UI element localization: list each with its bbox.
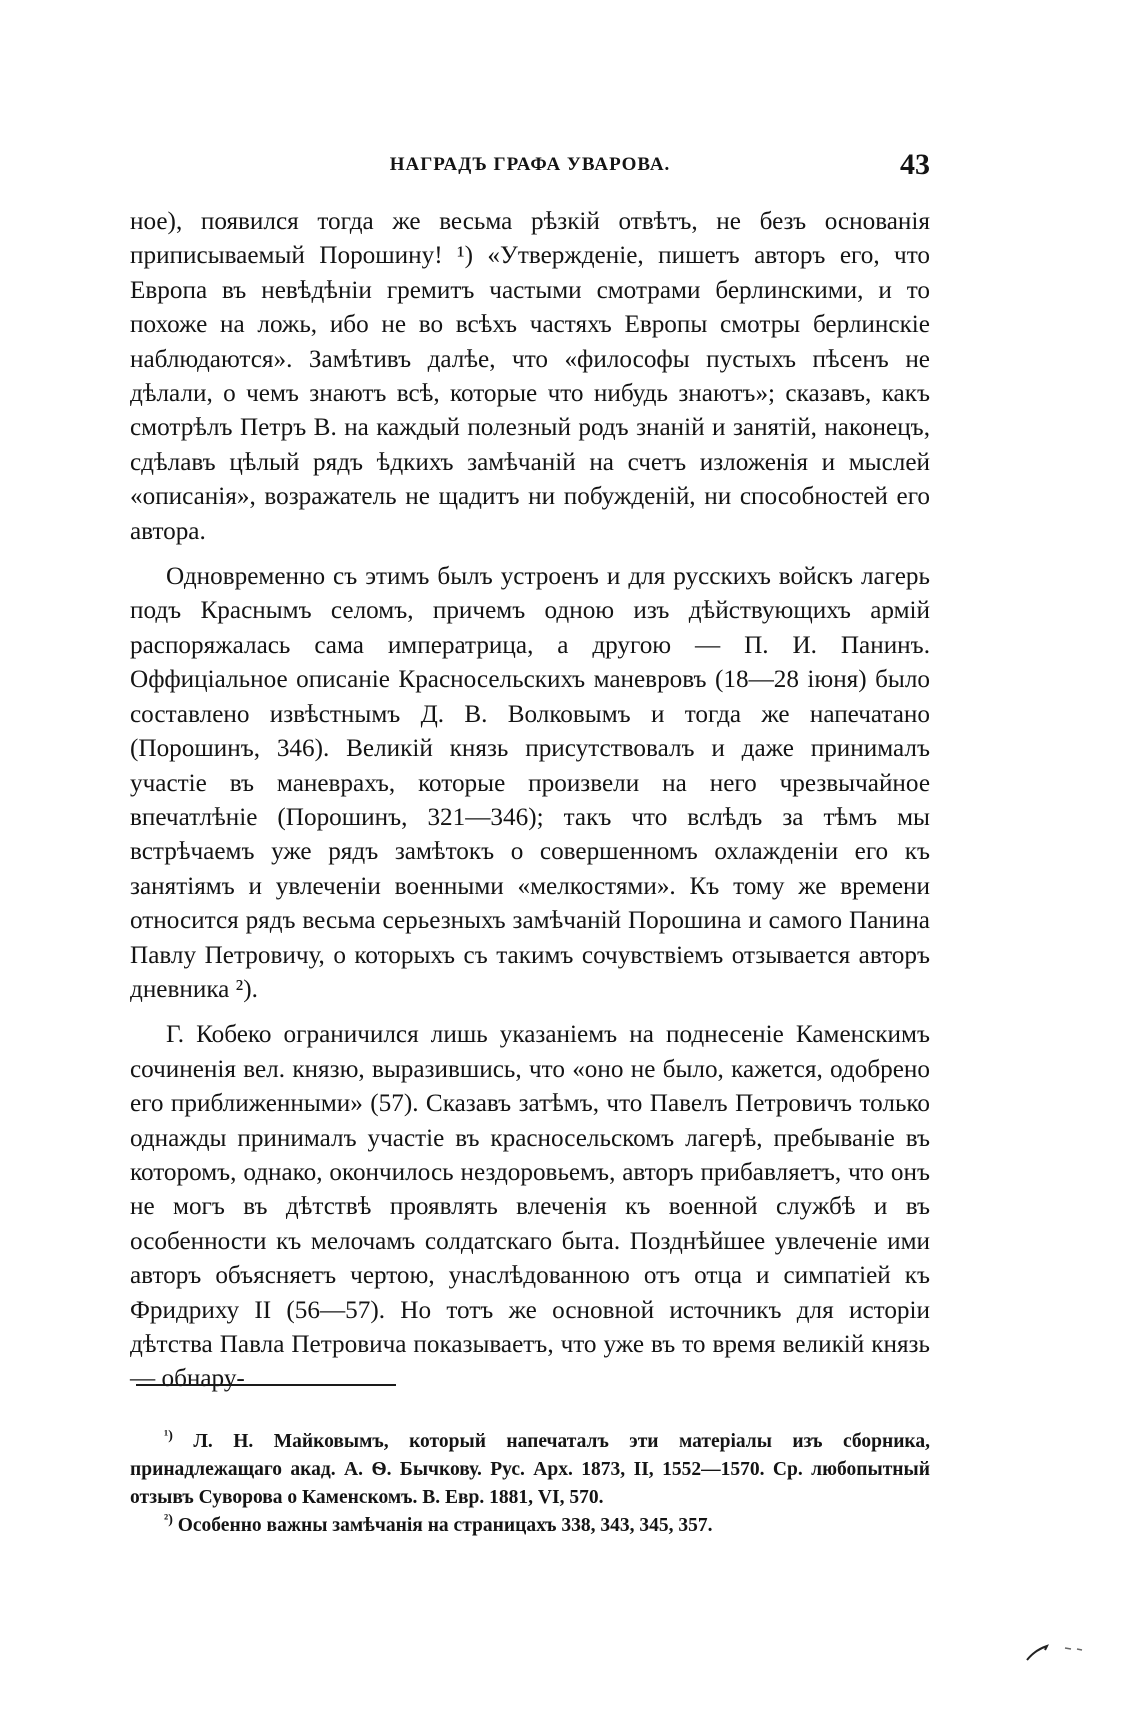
footnote-1 [130,1428,930,1512]
footnote-2-text: Особенно важны замѣчанія на страницахъ 338, 343, 345, 357. [177,1515,713,1536]
page-header [130,148,930,188]
stray-ink-mark [1025,1640,1085,1664]
footnotes [130,1428,930,1540]
paragraph-2: Одновременно съ этимъ былъ устроенъ и для русскихъ войскъ лагерь подъ Краснымъ селомъ, причемъ одною изъ дѣйствующихъ армій распоряжалась сама императрица, а другою — П. И. Панинъ. Оффиціальное описаніе Красносельскихъ маневровъ (18—28 іюня) было составлено извѣстнымъ Д. В. Волковымъ и тогда же напечатано (Порошинъ, 346). Великій князь присутствовалъ и даже принималъ участіе въ маневрахъ, которые произвели на него чрезвычайное впечатлѣніе (Порошинъ, 321—346); такъ что вслѣдъ за тѣмъ мы встрѣчаемъ уже рядъ замѣтокъ о совершенномъ охлажденіи его къ занятіямъ и увлеченіи военными «мелкостями». Къ тому же времени относится рядъ весьма серьезныхъ замѣчаній Порошина и самого Панина Павлу Петровичу, о которыхъ съ такимъ сочувствіемъ отзывается авторъ дневника ²). [130,563,930,1003]
paragraph-3: Г. Кобеко ограничился лишь указаніемъ на поднесеніе Каменскимъ сочиненія вел. князю, выразившись, что «оно не было, кажется, одобрено его приближенными» (57). Сказавъ затѣмъ, что Павелъ Петровичъ только однажды принималъ участіе въ красносельскомъ лагерѣ, пребываніе въ которомъ, однако, окончилось нездоровьемъ, авторъ прибавляетъ, что онъ не могъ въ дѣтствѣ проявлять влеченія къ военной службѣ и въ особенности къ мелочамъ солдатскаго быта. Позднѣйшее увлеченіе ими авторъ объясняетъ чертою, унаслѣдованною отъ отца и симпатіей къ Фридриху II (56—57). Но тотъ же основной источникъ для исторіи дѣтства Павла Петровича показываетъ, что уже въ то время великій князь — обнару- [130,1021,930,1393]
footnote-1-text: Л. Н. Майковымъ, который напечаталъ эти матеріалы изъ сборника, принадлежащаго акад. А. Ѳ. Бычкову. Рус. Арх. 1873, II, 1552—1570. Ср. любопытный отзывъ Суворова о Каменскомъ. В. Евр. 1881, VI, 570. [130,1431,930,1508]
page-number: 43 [900,148,930,181]
footnote-divider [136,1384,396,1386]
footnote-1-mark: ¹) [164,1428,173,1444]
running-title: НАГРАДЪ ГРАФА УВАРОВА. [389,154,671,175]
footnote-2 [130,1512,930,1540]
body-text [130,205,930,1397]
footnote-2-mark: ²) [164,1512,173,1528]
paragraph-1: ное), появился тогда же весьма рѣзкій отвѣтъ, не безъ основанія приписываемый Порошину! ¹) «Утвержденіе, пишетъ авторъ его, что Европа въ невѣдѣніи гремитъ частыми смотрами берлинскими, и то похоже на ложь, ибо не во всѣхъ частяхъ Европы смотры берлинскіе наблюдаются». Замѣтивъ далѣе, что «философы пустыхъ пѣсенъ не дѣлали, о чемъ знаютъ всѣ, которые что нибудь знаютъ»; сказавъ, какъ смотрѣлъ Петръ В. на каждый полезный родъ знаній и занятій, наконецъ, сдѣлавъ цѣлый рядъ ѣдкихъ замѣчаній на счетъ изложенія и мыслей «описанія», возражатель не щадитъ ни побужденій, ни способностей его автора. [130,208,930,545]
